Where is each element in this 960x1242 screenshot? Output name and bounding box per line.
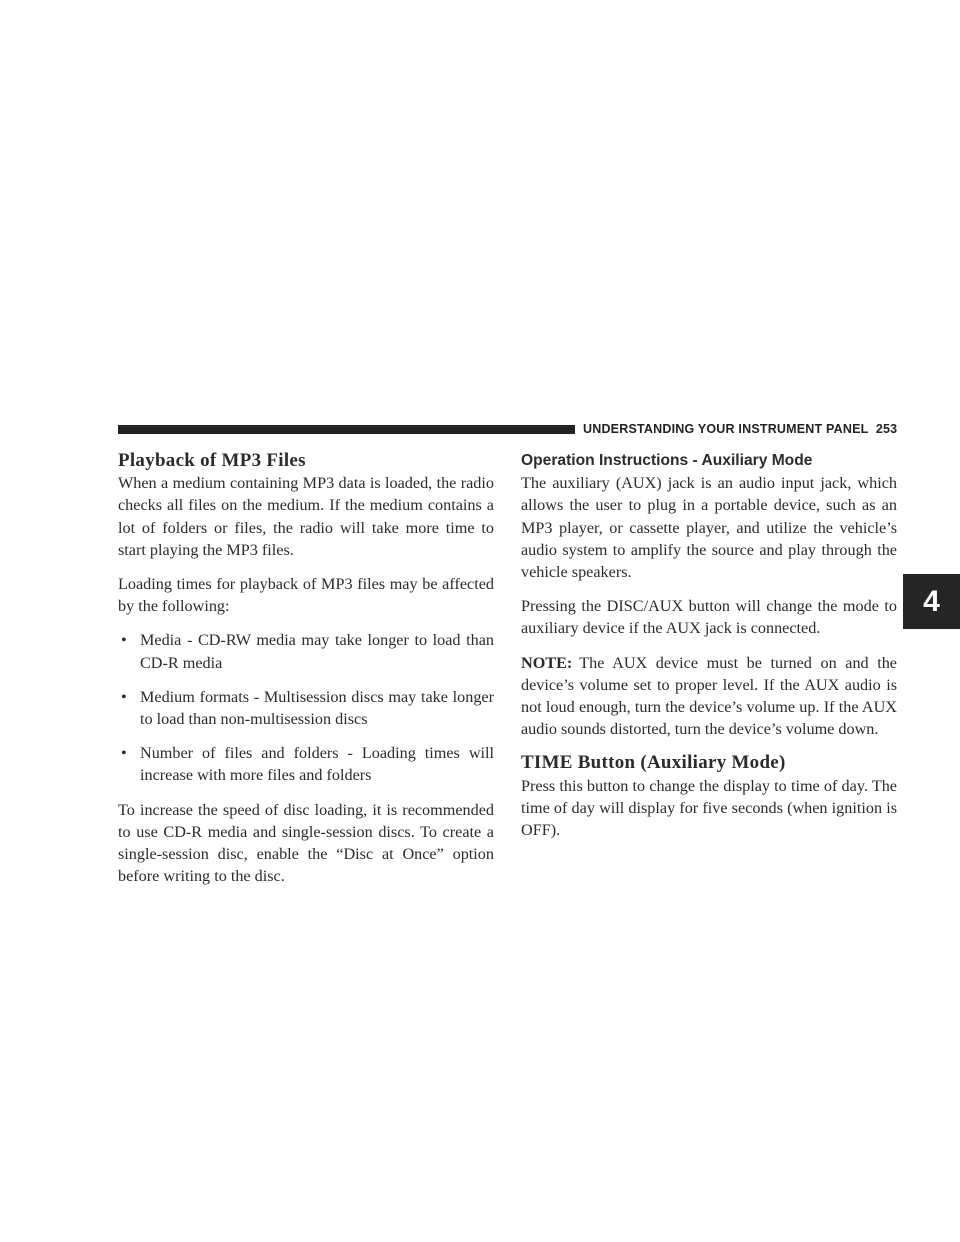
list-item [118, 742, 494, 786]
list-item [118, 629, 494, 673]
bullet-icon: • [121, 631, 127, 650]
note-paragraph [521, 652, 897, 741]
list-item [118, 686, 494, 730]
paragraph: Press this button to change the display to time of day. The time of day will display for five seconds (when ignition is OFF). [521, 776, 897, 840]
bullet-icon: • [121, 687, 127, 706]
header-rule [118, 425, 575, 434]
paragraph: Pressing the DISC/AUX button will change the mode to auxiliary device if the AUX jack is connected. [521, 597, 897, 638]
heading-aux-mode: Operation Instructions - Auxiliary Mode [521, 452, 813, 469]
paragraph: Loading times for playback of MP3 files may be affected by the following: [118, 575, 494, 616]
right-column [521, 450, 897, 853]
note-text: The AUX device must be turned on and the device’s volume set to proper level. If the AUX audio is not loud enough, turn the device’s volume up. If the AUX audio sounds distorted, turn the device’s volume down. [521, 653, 897, 739]
paragraph: The auxiliary (AUX) jack is an audio input jack, which allows the user to plug in a portable device, such as an MP3 player, or cassette player, and utilize the vehicle’s audio system to amplify the source and play through the vehicle speakers. [521, 474, 897, 582]
bullet-list [118, 629, 494, 786]
list-item-text: Media - CD-RW media may take longer to load than CD-R media [140, 631, 494, 672]
section-title: UNDERSTANDING YOUR INSTRUMENT PANEL [583, 422, 869, 436]
page-number: 253 [875, 422, 898, 436]
running-header [583, 422, 897, 436]
note-label: NOTE: [521, 653, 573, 672]
list-item-text: Medium formats - Multisession discs may take longer to load than non-multisession discs [140, 687, 494, 729]
bullet-icon: • [121, 744, 127, 763]
heading-time-button: TIME Button (Auxiliary Mode) [521, 752, 786, 774]
paragraph: When a medium containing MP3 data is loaded, the radio checks all files on the medium. If the medium contains a lot of folders or files, the radio will take more time to start playing the MP3 files. [118, 474, 494, 559]
list-item-text: Number of files and folders - Loading times will increase with more files and folders [140, 744, 494, 785]
heading-mp3-playback: Playback of MP3 Files [118, 450, 306, 471]
paragraph: To increase the speed of disc loading, it is recommended to use CD-R media and single-session discs. To create a single-session disc, enable the “Disc at Once” option before writing to the disc. [118, 800, 494, 886]
chapter-tab: 4 [903, 574, 960, 629]
left-column [118, 450, 494, 899]
